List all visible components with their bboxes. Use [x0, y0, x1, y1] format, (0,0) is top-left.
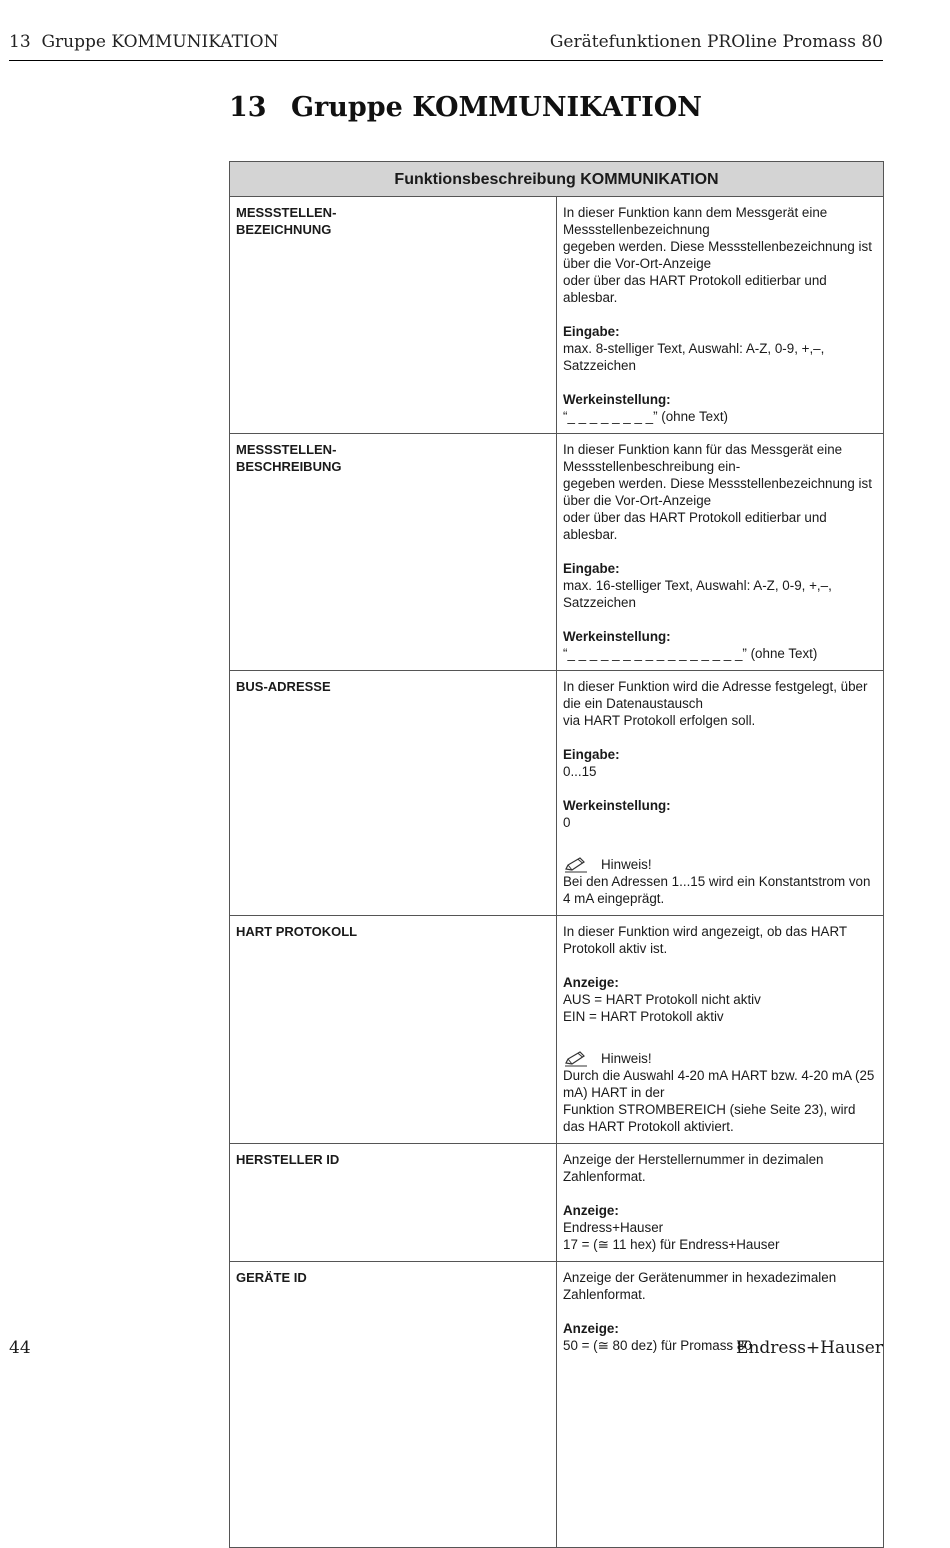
description-line: In dieser Funktion kann für das Messgerät eine Messstellenbeschreibung ein- — [563, 442, 843, 474]
function-name: BUS-ADRESSE — [236, 679, 331, 694]
table-header-row — [230, 162, 884, 197]
input-label: Eingabe: — [563, 324, 620, 339]
hint-heading — [563, 1050, 877, 1067]
description-line: gegeben werden. Diese Messstellenbezeichnung ist über die Vor-Ort-Anzeige — [563, 476, 872, 508]
input-value: 0...15 — [563, 764, 597, 779]
page-header — [9, 30, 883, 61]
input-value: max. 8-stelliger Text, Auswahl: A-Z, 0-9, +,–, Satzzeichen — [563, 341, 825, 373]
pencil-note-icon — [563, 856, 589, 873]
function-description-cell — [557, 1262, 884, 1548]
function-name: GERÄTE ID — [236, 1270, 307, 1285]
chapter-heading — [229, 92, 702, 123]
description-line: via HART Protokoll erfolgen soll. — [563, 713, 756, 728]
display-label: Anzeige: — [563, 1321, 619, 1336]
description-line: In dieser Funktion kann dem Messgerät eine Messstellenbezeichnung — [563, 205, 828, 237]
description-line: oder über das HART Protokoll editierbar und ablesbar. — [563, 510, 827, 542]
display-value: 17 = (≅ 11 hex) für Endress+Hauser — [563, 1237, 780, 1252]
display-value: 50 = (≅ 80 dez) für Promass 80 — [563, 1338, 752, 1353]
table-heading: Funktionsbeschreibung KOMMUNIKATION — [230, 162, 884, 197]
description-line: Anzeige der Gerätenummer in hexadezimalen Zahlenformat. — [563, 1270, 837, 1302]
table-row — [230, 1262, 884, 1548]
display-value: Endress+Hauser — [563, 1220, 664, 1235]
description-line: Anzeige der Herstellernummer in dezimalen Zahlenformat. — [563, 1152, 824, 1184]
input-value: max. 16-stelliger Text, Auswahl: A-Z, 0-9, +,–, Satzzeichen — [563, 578, 832, 610]
function-description-cell — [557, 671, 884, 916]
display-value: AUS = HART Protokoll nicht aktiv — [563, 992, 761, 1007]
function-description-cell — [557, 916, 884, 1144]
page-number: 44 — [9, 1338, 31, 1358]
function-name-cell — [230, 1262, 557, 1548]
function-name-cell — [230, 671, 557, 916]
description-line: gegeben werden. Diese Messstellenbezeichnung ist über die Vor-Ort-Anzeige — [563, 239, 872, 271]
default-label: Werkeinstellung: — [563, 629, 671, 644]
function-name: MESSSTELLEN- — [236, 442, 337, 457]
function-name-cell — [230, 916, 557, 1144]
function-name-cell — [230, 434, 557, 671]
function-name: BEZEICHNUNG — [236, 222, 332, 237]
input-label: Eingabe: — [563, 747, 620, 762]
description-line: In dieser Funktion wird die Adresse festgelegt, über die ein Datenaustausch — [563, 679, 868, 711]
function-name-cell — [230, 197, 557, 434]
header-document-title: Gerätefunktionen PROline Promass 80 — [549, 32, 883, 52]
hint-label: Hinweis! — [601, 1051, 652, 1066]
hint-text: Funktion STROMBEREICH (siehe Seite 23), wird das HART Protokoll aktiviert. — [563, 1102, 856, 1134]
default-label: Werkeinstellung: — [563, 798, 671, 813]
table-row — [230, 916, 884, 1144]
table-row — [230, 197, 884, 434]
default-label: Werkeinstellung: — [563, 392, 671, 407]
default-value: 0 — [563, 815, 571, 830]
chapter-number: 13 — [229, 92, 267, 123]
display-value: EIN = HART Protokoll aktiv — [563, 1009, 724, 1024]
table-row — [230, 671, 884, 916]
function-name: BESCHREIBUNG — [236, 459, 342, 474]
hint-text: Bei den Adressen 1...15 wird ein Konstantstrom von 4 mA eingeprägt. — [563, 874, 871, 906]
description-line: In dieser Funktion wird angezeigt, ob das HART Protokoll aktiv ist. — [563, 924, 847, 956]
footer-brand: Endress+Hauser — [736, 1338, 883, 1358]
display-label: Anzeige: — [563, 975, 619, 990]
function-description-cell — [557, 197, 884, 434]
table-row — [230, 1144, 884, 1262]
hint-label: Hinweis! — [601, 857, 652, 872]
function-description-cell — [557, 434, 884, 671]
display-label: Anzeige: — [563, 1203, 619, 1218]
header-section-title: 13 Gruppe KOMMUNIKATION — [9, 32, 279, 52]
hint-heading — [563, 856, 877, 873]
description-line: oder über das HART Protokoll editierbar und ablesbar. — [563, 273, 827, 305]
default-value: “_ _ _ _ _ _ _ _” (ohne Text) — [563, 409, 729, 424]
function-name-cell — [230, 1144, 557, 1262]
hint-text: Durch die Auswahl 4-20 mA HART bzw. 4-20 mA (25 mA) HART in der — [563, 1068, 875, 1100]
input-label: Eingabe: — [563, 561, 620, 576]
function-description-cell — [557, 1144, 884, 1262]
function-name: HERSTELLER ID — [236, 1152, 340, 1167]
function-name: HART PROTOKOLL — [236, 924, 358, 939]
function-name: MESSSTELLEN- — [236, 205, 337, 220]
pencil-note-icon — [563, 1050, 589, 1067]
default-value: “_ _ _ _ _ _ _ _ _ _ _ _ _ _ _ _” (ohne Text) — [563, 646, 818, 661]
table-row — [230, 434, 884, 671]
chapter-title: Gruppe KOMMUNIKATION — [291, 92, 702, 123]
